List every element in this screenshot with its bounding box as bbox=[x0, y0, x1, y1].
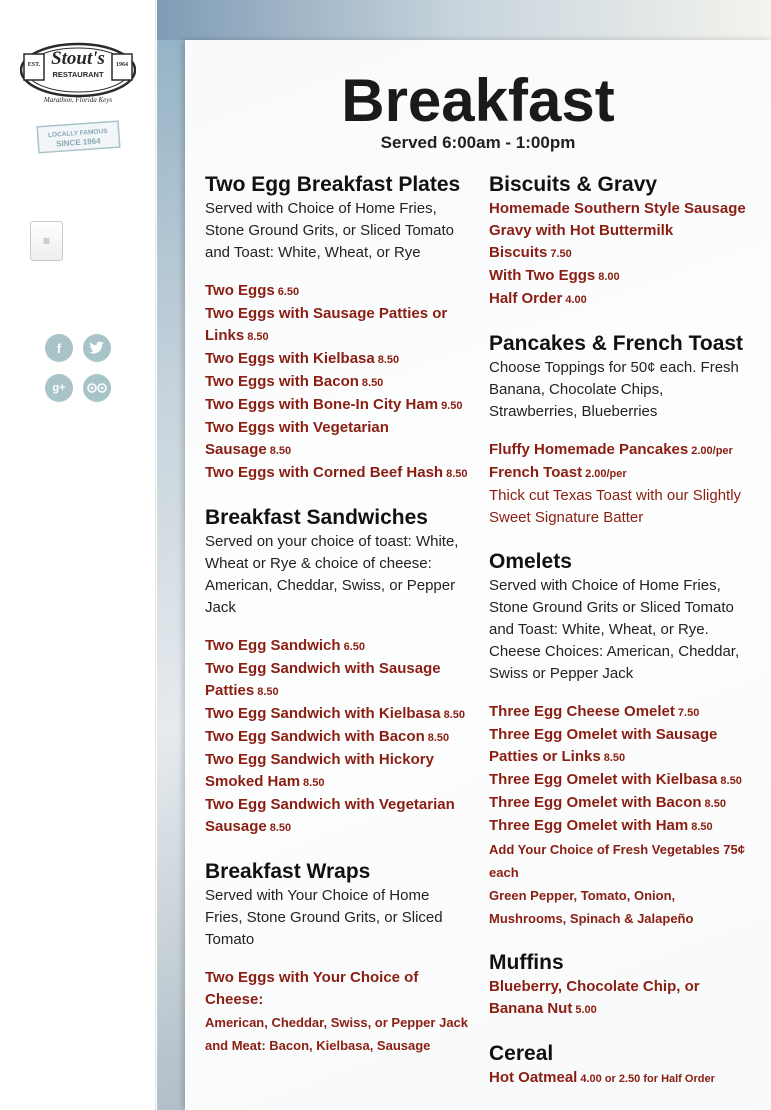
item-price: 8.50 bbox=[247, 331, 269, 343]
section-pancakes-french-toast bbox=[489, 331, 754, 529]
hamburger-icon: ≡ bbox=[42, 234, 50, 248]
item-price: 4.00 bbox=[565, 294, 587, 306]
item-price: 8.50 bbox=[427, 732, 450, 744]
menu-item: Half Order 4.00 bbox=[489, 290, 587, 307]
menu-item: Three Egg Omelet with Sausage Patties or Links 8.50 bbox=[489, 726, 718, 765]
section-heading: Omelets bbox=[489, 550, 572, 573]
item-price: 8.50 bbox=[704, 798, 726, 810]
menu-item: French Toast 2.00/per bbox=[489, 464, 627, 481]
menu-item: Two Egg Sandwich 6.50 bbox=[205, 637, 365, 654]
menu-item: Two Egg Sandwich with Hickory Smoked Ham 8.50 bbox=[205, 751, 434, 790]
item-price: 8.50 bbox=[691, 821, 713, 833]
menu-item: Fluffy Homemade Pancakes 2.00/per bbox=[489, 441, 733, 458]
menu-item: Two Egg Sandwich with Sausage Patties 8.50 bbox=[205, 660, 441, 699]
item-price: 8.50 bbox=[720, 775, 742, 787]
item-note: American, Cheddar, Swiss, or Pepper Jack bbox=[205, 1015, 469, 1030]
section-breakfast-wraps bbox=[205, 859, 470, 1057]
facebook-icon[interactable]: f bbox=[45, 334, 73, 362]
item-note: and Meat: Bacon, Kielbasa, Sausage bbox=[205, 1038, 431, 1053]
section-omelets bbox=[489, 549, 754, 930]
menu-item: Two Eggs with Vegetarian Sausage 8.50 bbox=[205, 419, 389, 458]
menu-item: Two Egg Sandwich with Bacon 8.50 bbox=[205, 728, 450, 745]
svg-text:SINCE 1964: SINCE 1964 bbox=[55, 136, 101, 149]
background-photo-top bbox=[157, 0, 771, 40]
menu-item: Blueberry, Chocolate Chip, or Banana Nut 5.00 bbox=[489, 978, 700, 1017]
tripadvisor-icon[interactable] bbox=[83, 374, 111, 402]
item-price: 7.50 bbox=[550, 248, 572, 260]
item-price: 7.50 bbox=[677, 707, 700, 719]
section-cereal bbox=[489, 1041, 754, 1090]
menu-item: Hot Oatmeal 4.00 or 2.50 for Half Order bbox=[489, 1069, 715, 1086]
item-price: 8.50 bbox=[257, 686, 279, 698]
section-description: Served with Choice of Home Fries, Stone Ground Grits or Sliced Tomato and Toast: White, Wheat, or Rye. Cheese Choices: American, Cheddar, Swiss or Pepper Jack bbox=[489, 577, 740, 682]
item-price: 6.50 bbox=[277, 286, 300, 298]
item-note: Green Pepper, Tomato, Onion, Mushrooms, Spinach & Jalapeño bbox=[489, 888, 694, 926]
svg-text:LOCALLY FAMOUS: LOCALLY FAMOUS bbox=[47, 127, 108, 140]
section-biscuits-gravy bbox=[489, 172, 754, 311]
item-price: 6.50 bbox=[343, 641, 365, 653]
svg-text:Marathon, Florida Keys: Marathon, Florida Keys bbox=[43, 96, 113, 104]
section-heading: Pancakes & French Toast bbox=[489, 332, 744, 355]
section-heading: Two Egg Breakfast Plates bbox=[205, 173, 461, 196]
item-price: 8.50 bbox=[303, 777, 325, 789]
section-heading: Breakfast Sandwiches bbox=[205, 506, 428, 529]
section-breakfast-sandwiches bbox=[205, 505, 470, 839]
menu-item: Three Egg Omelet with Ham 8.50 bbox=[489, 817, 713, 834]
menu-item: Two Eggs with Bone-In City Ham 9.50 bbox=[205, 396, 463, 413]
section-heading: Muffins bbox=[489, 951, 564, 974]
item-price: 2.00/per bbox=[691, 445, 733, 457]
item-price: 8.50 bbox=[446, 468, 468, 480]
menu-item: Three Egg Omelet with Kielbasa 8.50 bbox=[489, 771, 742, 788]
menu-item: Homemade Southern Style Sausage Gravy with Hot Buttermilk Biscuits 7.50 bbox=[489, 200, 746, 261]
menu-item: Two Eggs with Your Choice of Cheese: bbox=[205, 969, 419, 1008]
item-price: 8.50 bbox=[443, 709, 466, 721]
menu-item: Two Eggs with Sausage Patties or Links 8.50 bbox=[205, 305, 448, 344]
page-title: Breakfast bbox=[341, 67, 615, 134]
menu-column-left bbox=[205, 172, 470, 1077]
menu-item: Two Eggs with Kielbasa 8.50 bbox=[205, 350, 400, 367]
google-plus-icon[interactable]: g+ bbox=[45, 374, 73, 402]
svg-text:1964: 1964 bbox=[116, 62, 128, 68]
menu-item: Two Eggs with Corned Beef Hash 8.50 bbox=[205, 464, 468, 481]
served-hours: Served 6:00am - 1:00pm bbox=[380, 133, 576, 152]
item-price: 8.50 bbox=[269, 445, 292, 457]
item-price: 2.00/per bbox=[585, 468, 627, 480]
section-heading: Cereal bbox=[489, 1042, 554, 1065]
svg-text:EST.: EST. bbox=[27, 62, 41, 68]
menu-item: Two Eggs with Bacon 8.50 bbox=[205, 373, 384, 390]
section-muffins bbox=[489, 950, 754, 1021]
item-price: 8.50 bbox=[361, 377, 384, 389]
twitter-icon[interactable] bbox=[83, 334, 111, 362]
stouts-logo[interactable] bbox=[20, 40, 136, 106]
item-price: 8.50 bbox=[377, 354, 400, 366]
menu-item: Two Egg Sandwich with Kielbasa 8.50 bbox=[205, 705, 466, 722]
item-price: 8.50 bbox=[269, 822, 292, 834]
sidebar bbox=[0, 0, 156, 1110]
section-description: Choose Toppings for 50¢ each. Fresh Banana, Chocolate Chips, Strawberries, Blueberries bbox=[489, 359, 739, 420]
menu-toggle-button[interactable] bbox=[30, 221, 63, 261]
item-price: 9.50 bbox=[441, 400, 463, 412]
item-price: 8.50 bbox=[603, 752, 626, 764]
item-note: Add Your Choice of Fresh Vegetables 75¢ each bbox=[489, 842, 745, 880]
menu-item: Three Egg Omelet with Bacon 8.50 bbox=[489, 794, 726, 811]
item-price: 4.00 or 2.50 for Half Order bbox=[580, 1073, 715, 1085]
menu-item: With Two Eggs 8.00 bbox=[489, 267, 620, 284]
menu-item: Two Egg Sandwich with Vegetarian Sausage 8.50 bbox=[205, 796, 455, 835]
menu-item: Two Eggs 6.50 bbox=[205, 282, 300, 299]
item-price: 5.00 bbox=[575, 1004, 597, 1016]
svg-text:Stout's: Stout's bbox=[51, 48, 105, 69]
section-heading: Breakfast Wraps bbox=[205, 860, 371, 883]
section-heading: Biscuits & Gravy bbox=[489, 173, 658, 196]
item-note: Thick cut Texas Toast with our Slightly Sweet Signature Batter bbox=[489, 487, 742, 526]
section-description: Served with Choice of Home Fries, Stone Ground Grits, or Sliced Tomato and Toast: White, Wheat, or Rye bbox=[205, 200, 455, 261]
menu-column-right bbox=[489, 172, 754, 1110]
item-price: 8.00 bbox=[598, 271, 620, 283]
section-description: Served with Your Choice of Home Fries, Stone Ground Grits, or Sliced Tomato bbox=[205, 887, 443, 948]
locally-famous-badge bbox=[36, 120, 121, 154]
section-description: Served on your choice of toast: White, Wheat or Rye & choice of cheese: American, Cheddar, Swiss, or Pepper Jack bbox=[205, 533, 459, 616]
menu-item: Three Egg Cheese Omelet 7.50 bbox=[489, 703, 700, 720]
section-two-egg-plates bbox=[205, 172, 470, 485]
svg-text:RESTAURANT: RESTAURANT bbox=[52, 70, 104, 79]
